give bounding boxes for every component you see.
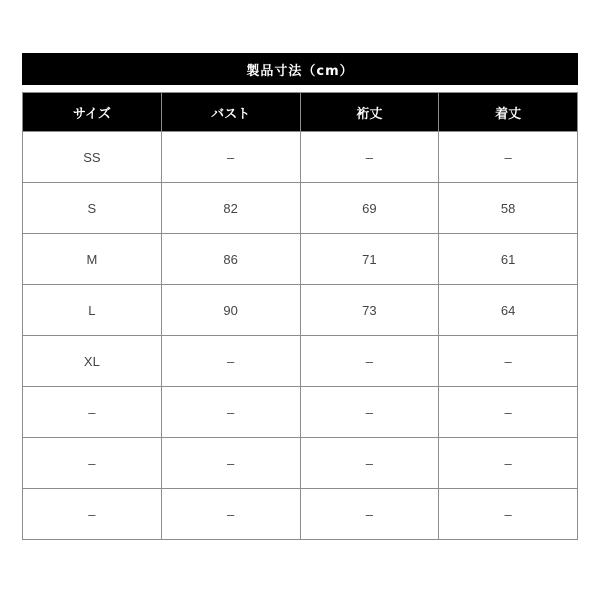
table-row [23,183,578,234]
cell-sleeve-length: – [300,489,439,540]
cell-sleeve-length: 71 [300,234,439,285]
cell-sleeve-length: – [300,438,439,489]
cell-size: – [23,387,162,438]
cell-sleeve-length: 69 [300,183,439,234]
cell-body-length: – [439,489,578,540]
header-body-length: 着丈 [439,93,578,132]
cell-bust: – [161,438,300,489]
size-table [22,92,578,540]
cell-body-length: – [439,132,578,183]
cell-body-length: 64 [439,285,578,336]
table-header-row [23,93,578,132]
table-row [23,489,578,540]
table-row [23,234,578,285]
cell-body-length: – [439,438,578,489]
table-title: 製品寸法（cm） [22,53,578,85]
cell-size: – [23,438,162,489]
cell-bust: 86 [161,234,300,285]
cell-sleeve-length: – [300,336,439,387]
header-sleeve-length: 裄丈 [300,93,439,132]
cell-bust: 82 [161,183,300,234]
cell-sleeve-length: – [300,132,439,183]
cell-sleeve-length: 73 [300,285,439,336]
header-bust: バスト [161,93,300,132]
cell-body-length: – [439,336,578,387]
table-row [23,132,578,183]
cell-size: XL [23,336,162,387]
table-row [23,438,578,489]
cell-bust: 90 [161,285,300,336]
cell-size: M [23,234,162,285]
cell-bust: – [161,489,300,540]
cell-sleeve-length: – [300,387,439,438]
table-row [23,387,578,438]
cell-size: S [23,183,162,234]
cell-body-length: 61 [439,234,578,285]
cell-body-length: 58 [439,183,578,234]
table-row [23,336,578,387]
cell-bust: – [161,336,300,387]
cell-body-length: – [439,387,578,438]
header-size: サイズ [23,93,162,132]
cell-size: SS [23,132,162,183]
cell-size: L [23,285,162,336]
table-row [23,285,578,336]
cell-bust: – [161,387,300,438]
cell-bust: – [161,132,300,183]
cell-size: – [23,489,162,540]
